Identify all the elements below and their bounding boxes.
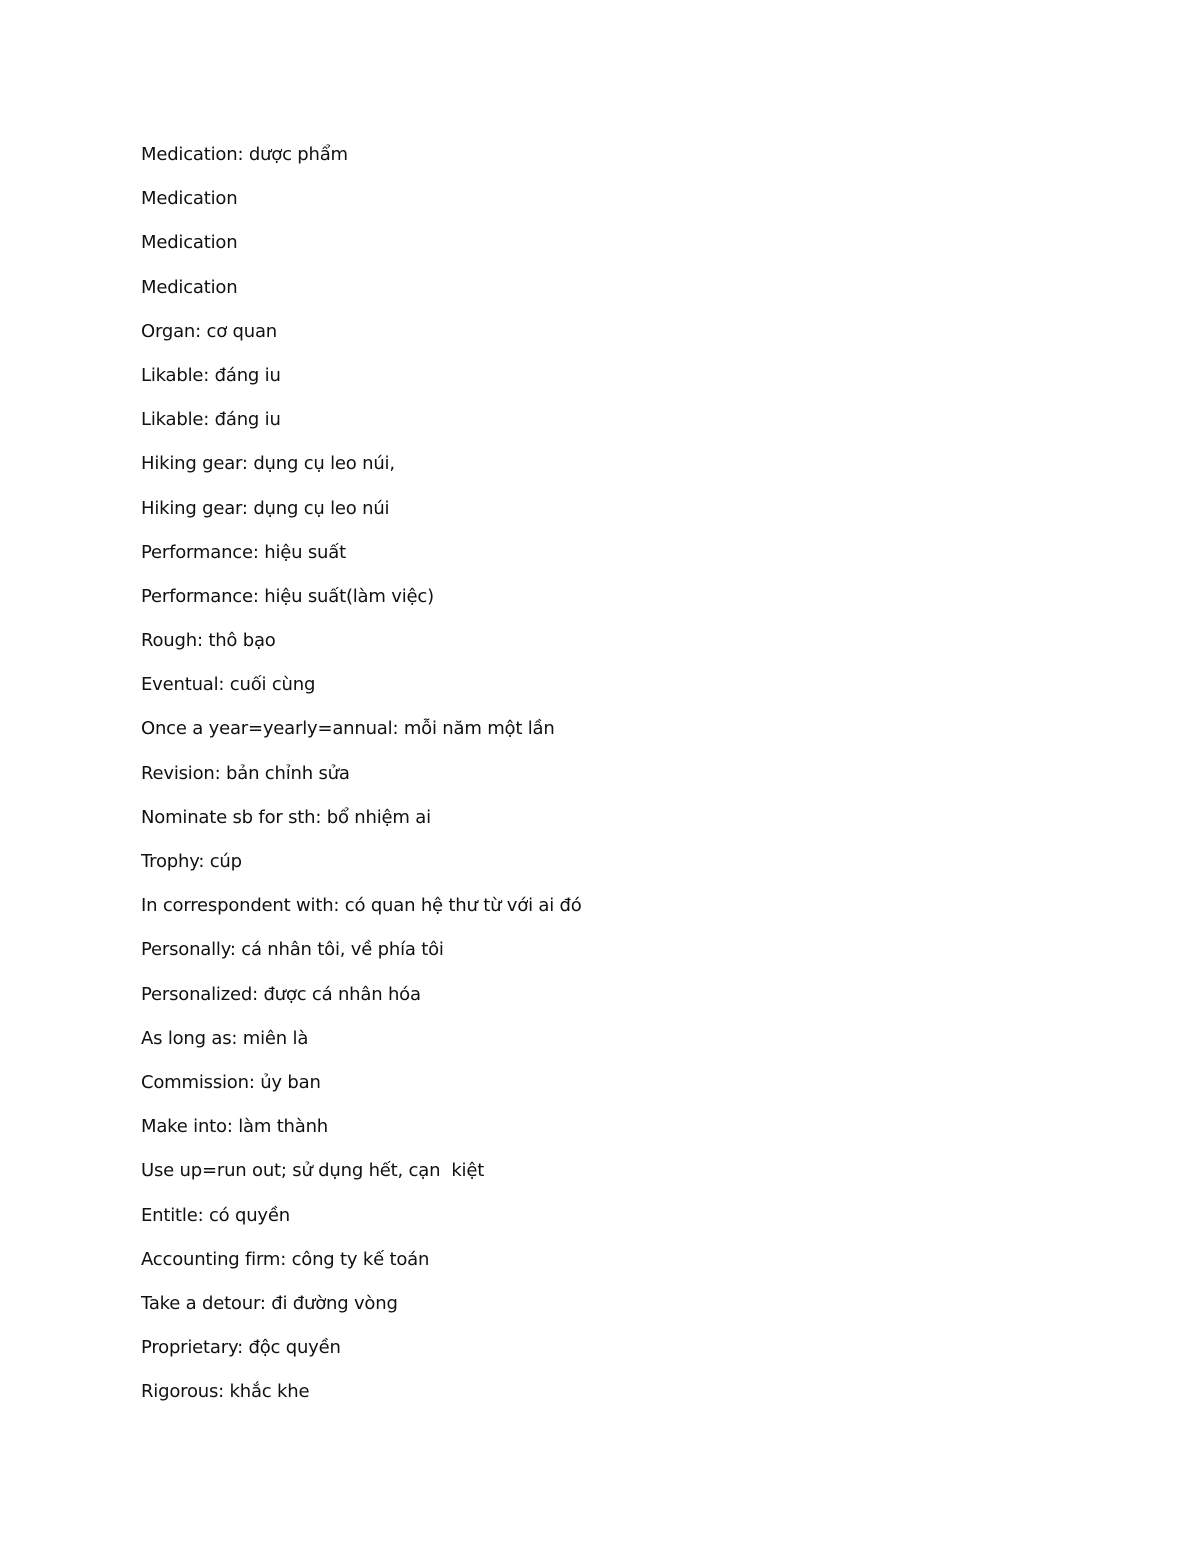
text-line: Rigorous: khắc khe	[141, 1381, 310, 1403]
text-line: Likable: đáng iu	[141, 409, 281, 431]
text-line: Performance: hiệu suất	[141, 541, 346, 563]
text-line: Entitle: có quyền	[141, 1204, 290, 1226]
text-line: Commission: ủy ban	[141, 1071, 321, 1093]
text-line: Hiking gear: dụng cụ leo núi	[141, 497, 390, 519]
text-line: Make into: làm thành	[141, 1116, 329, 1138]
text-line: As long as: miên là	[141, 1027, 309, 1049]
text-line: Medication	[141, 276, 238, 298]
text-line: Rough: thô bạo	[141, 630, 276, 652]
text-line: Organ: cơ quan	[141, 320, 278, 342]
text-line: Nominate sb for sth: bổ nhiệm ai	[141, 806, 431, 828]
text-line: Revision: bản chỉnh sửa	[141, 762, 350, 784]
text-line: Take a detour: đi đường vòng	[141, 1292, 398, 1314]
text-line: Personalized: được cá nhân hóa	[141, 983, 421, 1005]
text-line: In correspondent with: có quan hệ thư từ với ai đó	[141, 895, 582, 917]
text-line: Medication	[141, 232, 238, 254]
vocabulary-list	[141, 142, 582, 1423]
text-line: Eventual: cuối cùng	[141, 674, 316, 696]
text-line: Personally: cá nhân tôi, về phía tôi	[141, 939, 444, 961]
text-line: Hiking gear: dụng cụ leo núi,	[141, 453, 395, 475]
text-line: Medication: dược phẩm	[141, 144, 348, 165]
text-line: Use up=run out; sử dụng hết, cạn kiệt	[141, 1160, 485, 1182]
text-line: Likable: đáng iu	[141, 364, 281, 386]
text-line: Performance: hiệu suất(làm việc)	[141, 585, 434, 607]
text-line: Once a year=yearly=annual: mỗi năm một lần	[141, 718, 555, 740]
text-line: Trophy: cúp	[141, 851, 242, 872]
text-line: Medication	[141, 188, 238, 210]
text-line: Accounting firm: công ty kế toán	[141, 1248, 430, 1270]
text-line: Proprietary: độc quyền	[141, 1337, 341, 1359]
